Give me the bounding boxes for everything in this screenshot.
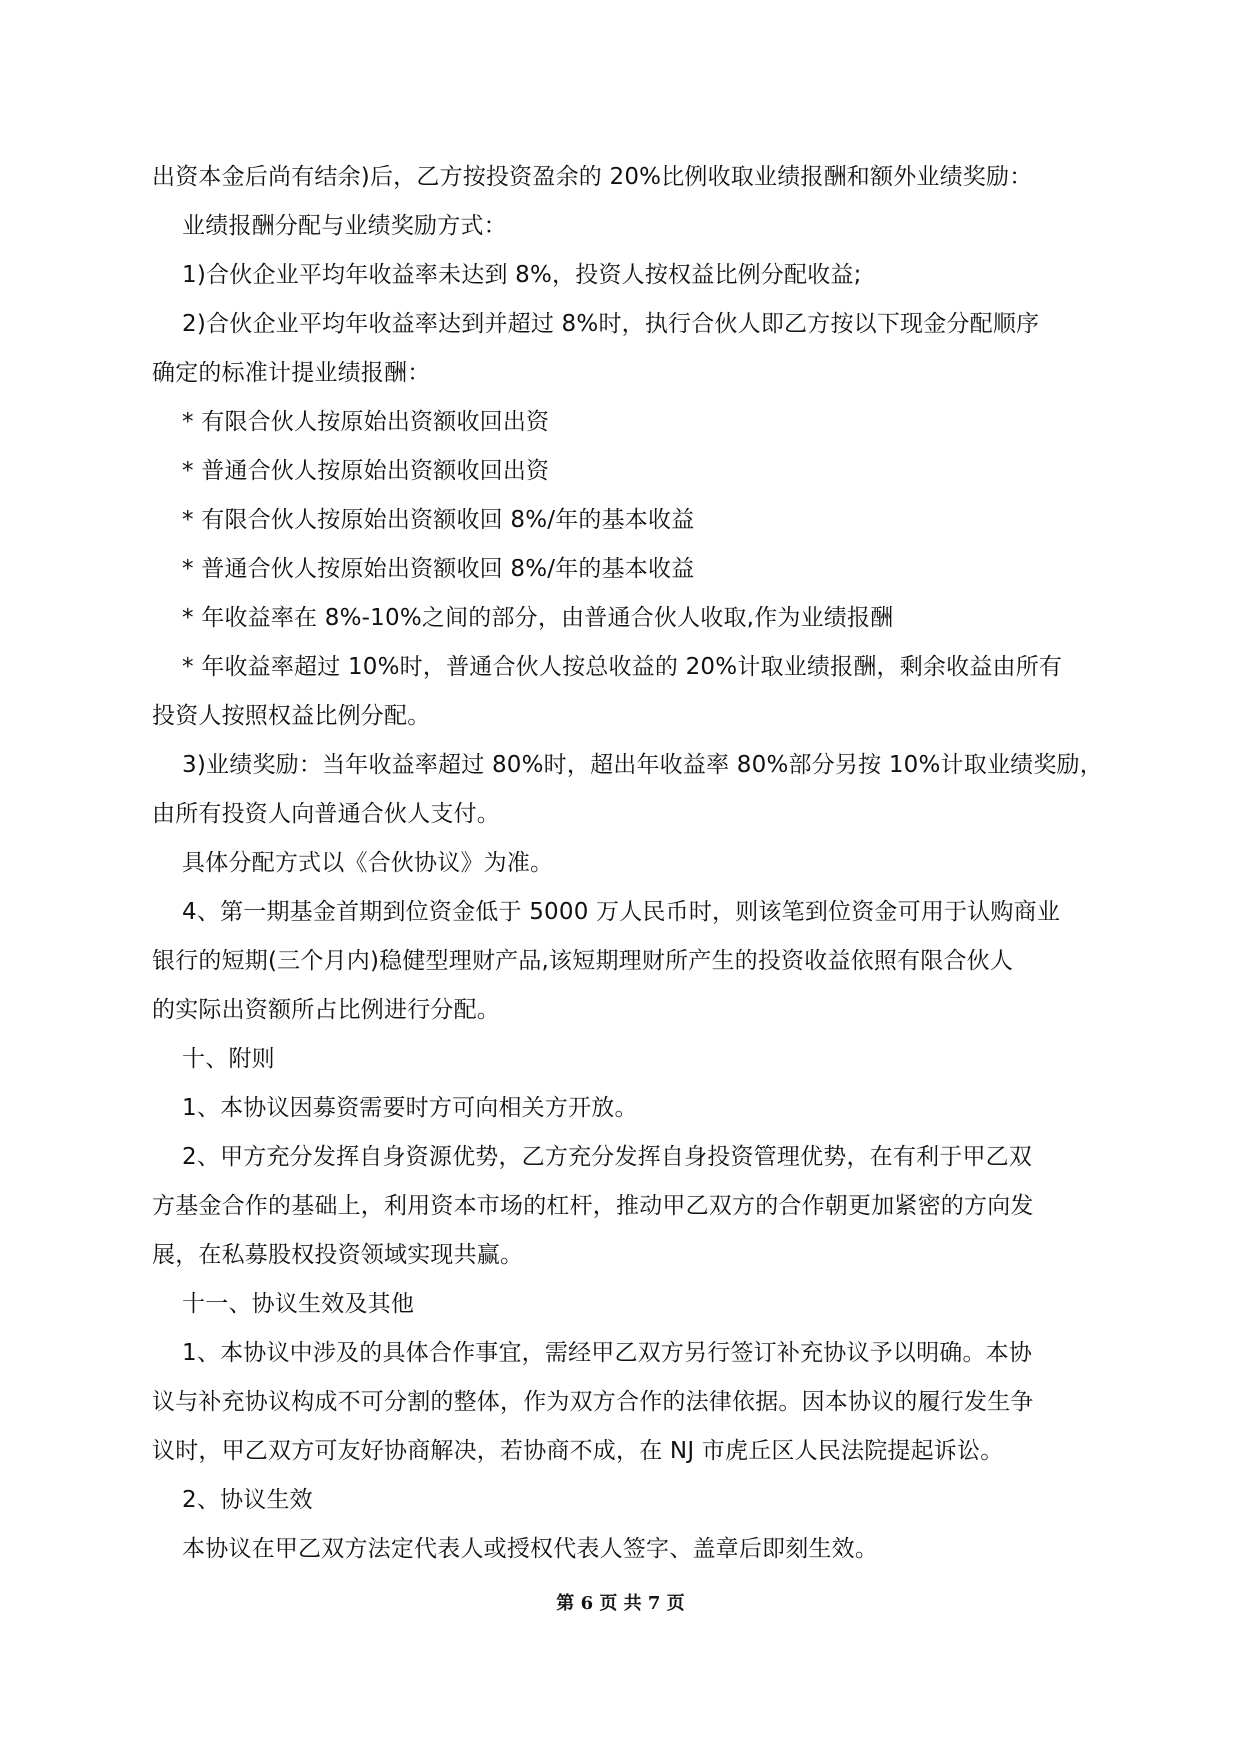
text-line: * 普通合伙人按原始出资额收回出资 — [152, 458, 550, 484]
text-line: * 有限合伙人按原始出资额收回出资 — [152, 409, 550, 435]
text-line: * 普通合伙人按原始出资额收回 8%/年的基本收益 — [152, 556, 695, 582]
text-line: 议时，甲乙双方可友好协商解决，若协商不成，在 NJ 市虎丘区人民法院提起诉讼。 — [152, 1438, 1004, 1464]
text-line: 2)合伙企业平均年收益率达到并超过 8%时，执行合伙人即乙方按以下现金分配顺序 — [152, 311, 1040, 337]
text-line: 具体分配方式以《合伙协议》为准。 — [152, 850, 554, 876]
text-line: 4、第一期基金首期到位资金低于 5000 万人民币时，则该笔到位资金可用于认购商业 — [152, 899, 1061, 925]
text-line: 投资人按照权益比例分配。 — [152, 703, 431, 729]
text-line: 的实际出资额所占比例进行分配。 — [152, 997, 500, 1023]
text-line: 出资本金后尚有结余)后，乙方按投资盈余的 20%比例收取业绩报酬和额外业绩奖励： — [152, 164, 1033, 190]
text-line: 本协议在甲乙双方法定代表人或授权代表人签字、盖章后即刻生效。 — [152, 1536, 879, 1562]
text-line: 业绩报酬分配与业绩奖励方式： — [152, 213, 507, 239]
text-line: 方基金合作的基础上，利用资本市场的杠杆，推动甲乙双方的合作朝更加紧密的方向发 — [152, 1193, 1034, 1219]
document-body — [152, 153, 1103, 1574]
text-line: * 有限合伙人按原始出资额收回 8%/年的基本收益 — [152, 507, 695, 533]
text-line: 十一、协议生效及其他 — [152, 1291, 415, 1317]
text-line: 由所有投资人向普通合伙人支付。 — [152, 801, 500, 827]
text-line: 银行的短期(三个月内)稳健型理财产品,该短期理财所产生的投资收益依照有限合伙人 — [152, 948, 1014, 974]
text-line: 确定的标准计提业绩报酬： — [152, 360, 431, 386]
text-line: 议与补充协议构成不可分割的整体，作为双方合作的法律依据。因本协议的履行发生争 — [152, 1389, 1034, 1415]
text-line: 1、本协议中涉及的具体合作事宜，需经甲乙双方另行签订补充协议予以明确。本协 — [152, 1340, 1033, 1366]
text-line: * 年收益率在 8%-10%之间的部分，由普通合伙人收取,作为业绩报酬 — [152, 605, 894, 631]
text-line: * 年收益率超过 10%时，普通合伙人按总收益的 20%计取业绩报酬，剩余收益由所有 — [152, 654, 1063, 680]
text-line: 2、协议生效 — [152, 1487, 313, 1513]
text-line: 十、附则 — [152, 1046, 275, 1072]
text-line: 1、本协议因募资需要时方可向相关方开放。 — [152, 1095, 638, 1121]
page-number-footer: 第 6 页 共 7 页 — [556, 1593, 685, 1614]
text-line: 2、甲方充分发挥自身资源优势，乙方充分发挥自身投资管理优势，在有利于甲乙双 — [152, 1144, 1033, 1170]
text-line: 1)合伙企业平均年收益率未达到 8%，投资人按权益比例分配收益; — [152, 262, 862, 288]
text-line: 3)业绩奖励：当年收益率超过 80%时，超出年收益率 80%部分另按 10%计取业绩奖励， — [152, 752, 1103, 778]
text-line: 展，在私募股权投资领域实现共赢。 — [152, 1242, 524, 1268]
